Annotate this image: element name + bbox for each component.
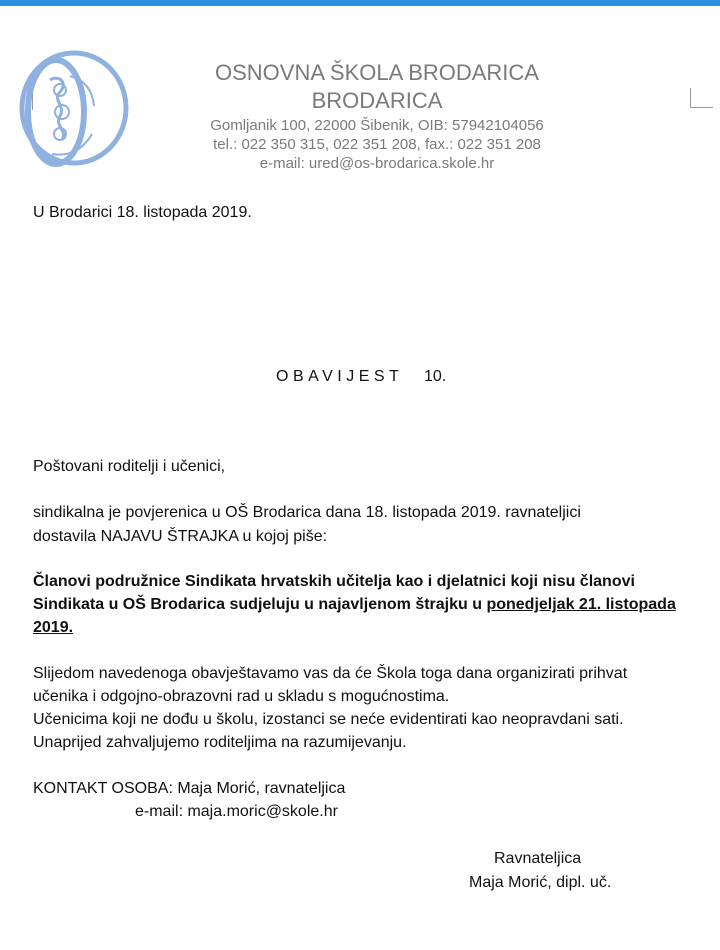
paragraph-1-line-2: dostavila NAJAVU ŠTRAJKA u kojoj piše:: [33, 528, 328, 545]
greeting: Poštovani roditelji i učenici,: [33, 458, 226, 475]
paragraph-2-line-3: Učenicima koji ne dođu u školu, izostanci se neće evidentirati kao neopravdani sati.: [33, 711, 624, 728]
notice-number: 10.: [424, 368, 447, 385]
date-line: U Brodarici 18. listopada 2019.: [33, 204, 252, 221]
crop-mark-right: [690, 88, 713, 108]
school-phones: tel.: 022 350 315, 022 351 208, fax.: 022 351 208: [213, 136, 541, 153]
school-city: BRODARICA: [311, 88, 443, 113]
paragraph-2-line-2: učenika i odgojno-obrazovni rad u skladu s mogućnostima.: [33, 688, 450, 705]
paragraph-1-line-1: sindikalna je povjerenica u OŠ Brodarica dana 18. listopada 2019. ravnateljici: [33, 504, 581, 521]
school-email: e-mail: ured@os-brodarica.skole.hr: [259, 155, 495, 172]
strike-year-underlined: 2019.: [33, 619, 74, 636]
paragraph-2-line-1: Slijedom navedenoga obavještavamo vas da će Škola toga dana organizirati prihvat: [33, 665, 628, 682]
contact-person: KONTAKT OSOBA: Maja Morić, ravnateljica: [33, 780, 346, 797]
strike-notice-text: Sindikata u OŠ Brodarica sudjeluju u najavljenom štrajku u: [33, 596, 487, 613]
school-address: Gomljanik 100, 22000 Šibenik, OIB: 57942104056: [210, 117, 544, 134]
notice-title: OBAVIJEST: [276, 368, 404, 385]
strike-notice-line-1: Članovi podružnice Sindikata hrvatskih učitelja kao i djelatnici koji nisu članovi: [33, 573, 635, 590]
school-logo: [12, 50, 130, 168]
signature-name: Maja Morić, dipl. uč.: [469, 874, 612, 891]
strike-date-underlined: ponedjeljak 21. listopada: [486, 596, 676, 613]
school-name: OSNOVNA ŠKOLA BRODARICA: [215, 60, 539, 85]
strike-notice-line-2: [33, 594, 676, 616]
signature-title: Ravnateljica: [494, 850, 582, 867]
contact-email: e-mail: maja.moric@skole.hr: [135, 803, 338, 820]
paragraph-2-line-4: Unaprijed zahvaljujemo roditeljima na razumijevanju.: [33, 734, 407, 751]
top-accent-bar: [0, 0, 720, 6]
